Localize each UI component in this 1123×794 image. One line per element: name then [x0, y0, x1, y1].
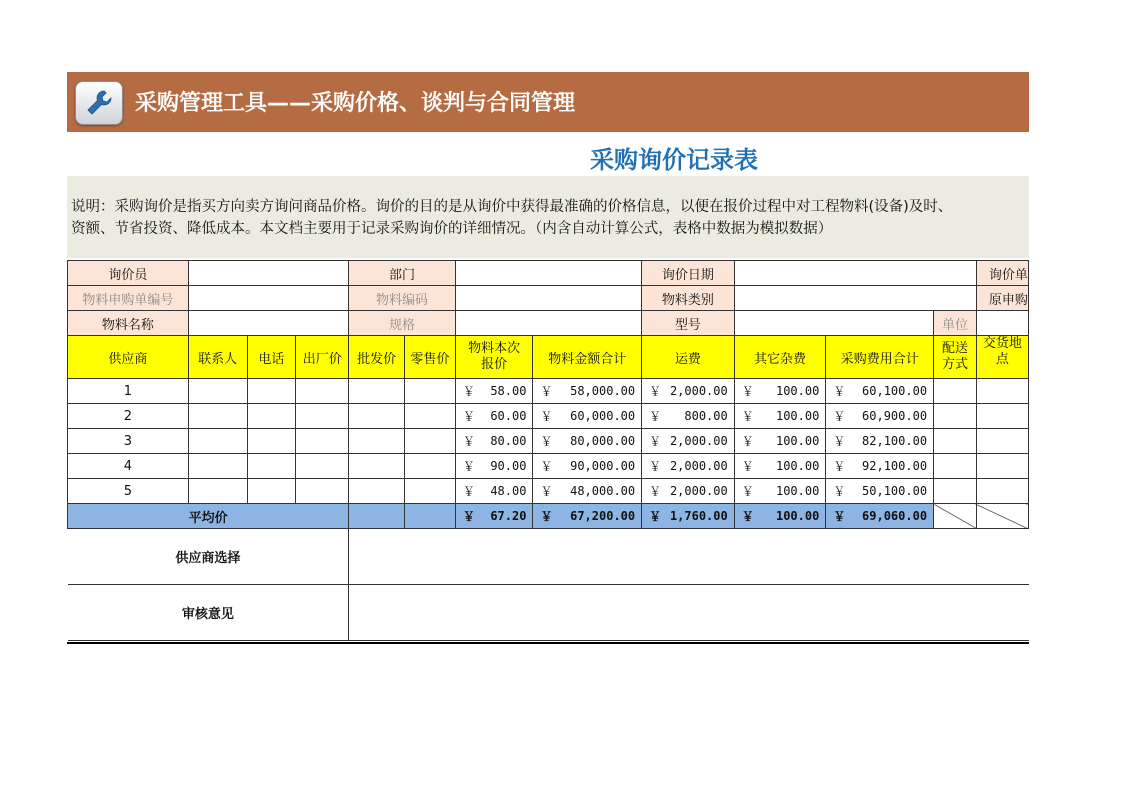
material-code-label: 物料编码 — [349, 286, 456, 311]
place-cell[interactable] — [976, 429, 1028, 454]
avg-retail-cell — [404, 504, 455, 529]
avg-misc-cell: ￥ 100.00 — [734, 504, 826, 529]
phone-cell[interactable] — [247, 479, 296, 504]
misc-cell: ￥ 100.00 — [734, 479, 826, 504]
total-cell: ￥ 60,100.00 — [826, 379, 934, 404]
amount-cell: ￥ 60,000.00 — [533, 404, 642, 429]
col-misc: 其它杂费 — [734, 336, 826, 379]
row-number: 5 — [68, 479, 189, 504]
supplier-select-field[interactable] — [349, 529, 1029, 585]
table-row — [68, 404, 1029, 429]
factory-price-cell[interactable] — [296, 429, 349, 454]
avg-total-cell: ￥ 69,060.00 — [826, 504, 934, 529]
retail-price-cell[interactable] — [404, 479, 455, 504]
col-wholesale-price: 批发价 — [349, 336, 405, 379]
inquiry-unit-label: 询价单 — [976, 261, 1028, 286]
col-contact: 联系人 — [188, 336, 247, 379]
info-row-2 — [68, 286, 1029, 311]
misc-cell: ￥ 100.00 — [734, 454, 826, 479]
spec-field[interactable] — [455, 311, 641, 336]
phone-cell[interactable] — [247, 429, 296, 454]
review-field[interactable] — [349, 585, 1029, 641]
supplier-select-row — [68, 529, 1029, 585]
req-no-field[interactable] — [188, 286, 348, 311]
material-cat-label: 物料类别 — [642, 286, 735, 311]
wholesale-price-cell[interactable] — [349, 429, 405, 454]
place-cell[interactable] — [976, 479, 1028, 504]
contact-cell[interactable] — [188, 379, 247, 404]
material-code-field[interactable] — [455, 286, 641, 311]
freight-cell: ￥ 2,000.00 — [642, 379, 735, 404]
material-name-label: 物料名称 — [68, 311, 189, 336]
contact-cell[interactable] — [188, 479, 247, 504]
app-header — [67, 72, 1029, 132]
inquiry-table — [67, 260, 1029, 646]
average-row — [68, 504, 1029, 529]
table-row — [68, 429, 1029, 454]
inquiry-date-label: 询价日期 — [642, 261, 735, 286]
inquiry-date-field[interactable] — [734, 261, 976, 286]
col-delivery: 配送方式 — [934, 336, 977, 379]
avg-wholesale-cell — [349, 504, 405, 529]
row-number: 2 — [68, 404, 189, 429]
freight-cell: ￥ 2,000.00 — [642, 479, 735, 504]
model-field[interactable] — [734, 311, 933, 336]
column-header-row — [68, 336, 1029, 379]
avg-amount-cell: ￥ 67,200.00 — [533, 504, 642, 529]
avg-quote-cell: ￥ 67.20 — [455, 504, 533, 529]
misc-cell: ￥ 100.00 — [734, 379, 826, 404]
table-row — [68, 454, 1029, 479]
material-cat-field[interactable] — [734, 286, 976, 311]
amount-cell: ￥ 90,000.00 — [533, 454, 642, 479]
place-cell[interactable] — [976, 404, 1028, 429]
col-factory-price: 出厂价 — [296, 336, 349, 379]
retail-price-cell[interactable] — [404, 379, 455, 404]
factory-price-cell[interactable] — [296, 479, 349, 504]
orig-req-label: 原申购 — [976, 286, 1028, 311]
inquirer-label: 询价员 — [68, 261, 189, 286]
info-row-1 — [68, 261, 1029, 286]
retail-price-cell[interactable] — [404, 404, 455, 429]
quote-cell: ￥ 60.00 — [455, 404, 533, 429]
freight-cell: ￥ 2,000.00 — [642, 429, 735, 454]
delivery-cell[interactable] — [934, 404, 977, 429]
amount-cell: ￥ 48,000.00 — [533, 479, 642, 504]
header-title: 采购管理工具——采购价格、谈判与合同管理 — [135, 91, 576, 116]
retail-price-cell[interactable] — [404, 429, 455, 454]
place-cell[interactable] — [976, 379, 1028, 404]
col-freight: 运费 — [642, 336, 735, 379]
quote-cell: ￥ 48.00 — [455, 479, 533, 504]
phone-cell[interactable] — [247, 454, 296, 479]
phone-cell[interactable] — [247, 404, 296, 429]
dept-label: 部门 — [349, 261, 456, 286]
freight-cell: ￥ 800.00 — [642, 404, 735, 429]
note-line-2: 资额、节省投资、降低成本。本文档主要用于记录采购询价的详细情况。（内含自动计算公式，表格中数据为模拟数据） — [71, 221, 833, 237]
delivery-cell[interactable] — [934, 379, 977, 404]
note-line-1: 说明：采购询价是指买方向卖方询问商品价格。询价的目的是从询价中获得最准确的价格信息，以便在报价过程中对工程物料(设备)及时、 — [71, 199, 953, 215]
material-name-field[interactable] — [188, 311, 348, 336]
total-cell: ￥ 60,900.00 — [826, 404, 934, 429]
req-no-label: 物料申购单编号 — [68, 286, 189, 311]
model-label: 型号 — [642, 311, 735, 336]
table-bottom-border — [67, 642, 1029, 644]
amount-cell: ￥ 80,000.00 — [533, 429, 642, 454]
wholesale-price-cell[interactable] — [349, 454, 405, 479]
avg-delivery-cell — [934, 504, 977, 529]
info-row-3 — [68, 311, 1029, 336]
col-total: 采购费用合计 — [826, 336, 934, 379]
phone-cell[interactable] — [247, 379, 296, 404]
col-supplier: 供应商 — [68, 336, 189, 379]
contact-cell[interactable] — [188, 429, 247, 454]
retail-price-cell[interactable] — [404, 454, 455, 479]
form-title: 采购询价记录表 — [590, 146, 758, 174]
place-cell[interactable] — [976, 454, 1028, 479]
total-cell: ￥ 82,100.00 — [826, 429, 934, 454]
review-row — [68, 585, 1029, 641]
contact-cell[interactable] — [188, 404, 247, 429]
delivery-cell[interactable] — [934, 454, 977, 479]
quote-cell: ￥ 80.00 — [455, 429, 533, 454]
freight-cell: ￥ 2,000.00 — [642, 454, 735, 479]
col-amount: 物料金额合计 — [533, 336, 642, 379]
col-phone: 电话 — [247, 336, 296, 379]
description-note — [67, 176, 1029, 258]
review-label: 审核意见 — [68, 585, 349, 641]
spec-label: 规格 — [349, 311, 456, 336]
col-quote: 物料本次报价 — [455, 336, 533, 379]
total-cell: ￥ 92,100.00 — [826, 454, 934, 479]
row-number: 3 — [68, 429, 189, 454]
wrench-icon — [75, 81, 123, 125]
factory-price-cell[interactable] — [296, 379, 349, 404]
unit-field[interactable] — [976, 311, 1028, 336]
avg-freight-cell: ￥ 1,760.00 — [642, 504, 735, 529]
row-number: 1 — [68, 379, 189, 404]
quote-cell: ￥ 90.00 — [455, 454, 533, 479]
total-cell: ￥ 50,100.00 — [826, 479, 934, 504]
table-row — [68, 479, 1029, 504]
row-number: 4 — [68, 454, 189, 479]
factory-price-cell[interactable] — [296, 404, 349, 429]
delivery-cell[interactable] — [934, 479, 977, 504]
factory-price-cell[interactable] — [296, 454, 349, 479]
wholesale-price-cell[interactable] — [349, 404, 405, 429]
dept-field[interactable] — [455, 261, 641, 286]
table-row — [68, 379, 1029, 404]
average-label: 平均价 — [68, 504, 349, 529]
contact-cell[interactable] — [188, 454, 247, 479]
col-place: 交货地点 — [976, 336, 1028, 379]
delivery-cell[interactable] — [934, 429, 977, 454]
avg-place-cell — [976, 504, 1028, 529]
col-retail-price: 零售价 — [404, 336, 455, 379]
wholesale-price-cell[interactable] — [349, 379, 405, 404]
misc-cell: ￥ 100.00 — [734, 404, 826, 429]
misc-cell: ￥ 100.00 — [734, 429, 826, 454]
supplier-select-label: 供应商选择 — [68, 529, 349, 585]
unit-label: 单位 — [934, 311, 977, 336]
wholesale-price-cell[interactable] — [349, 479, 405, 504]
quote-cell: ￥ 58.00 — [455, 379, 533, 404]
inquirer-field[interactable] — [188, 261, 348, 286]
amount-cell: ￥ 58,000.00 — [533, 379, 642, 404]
